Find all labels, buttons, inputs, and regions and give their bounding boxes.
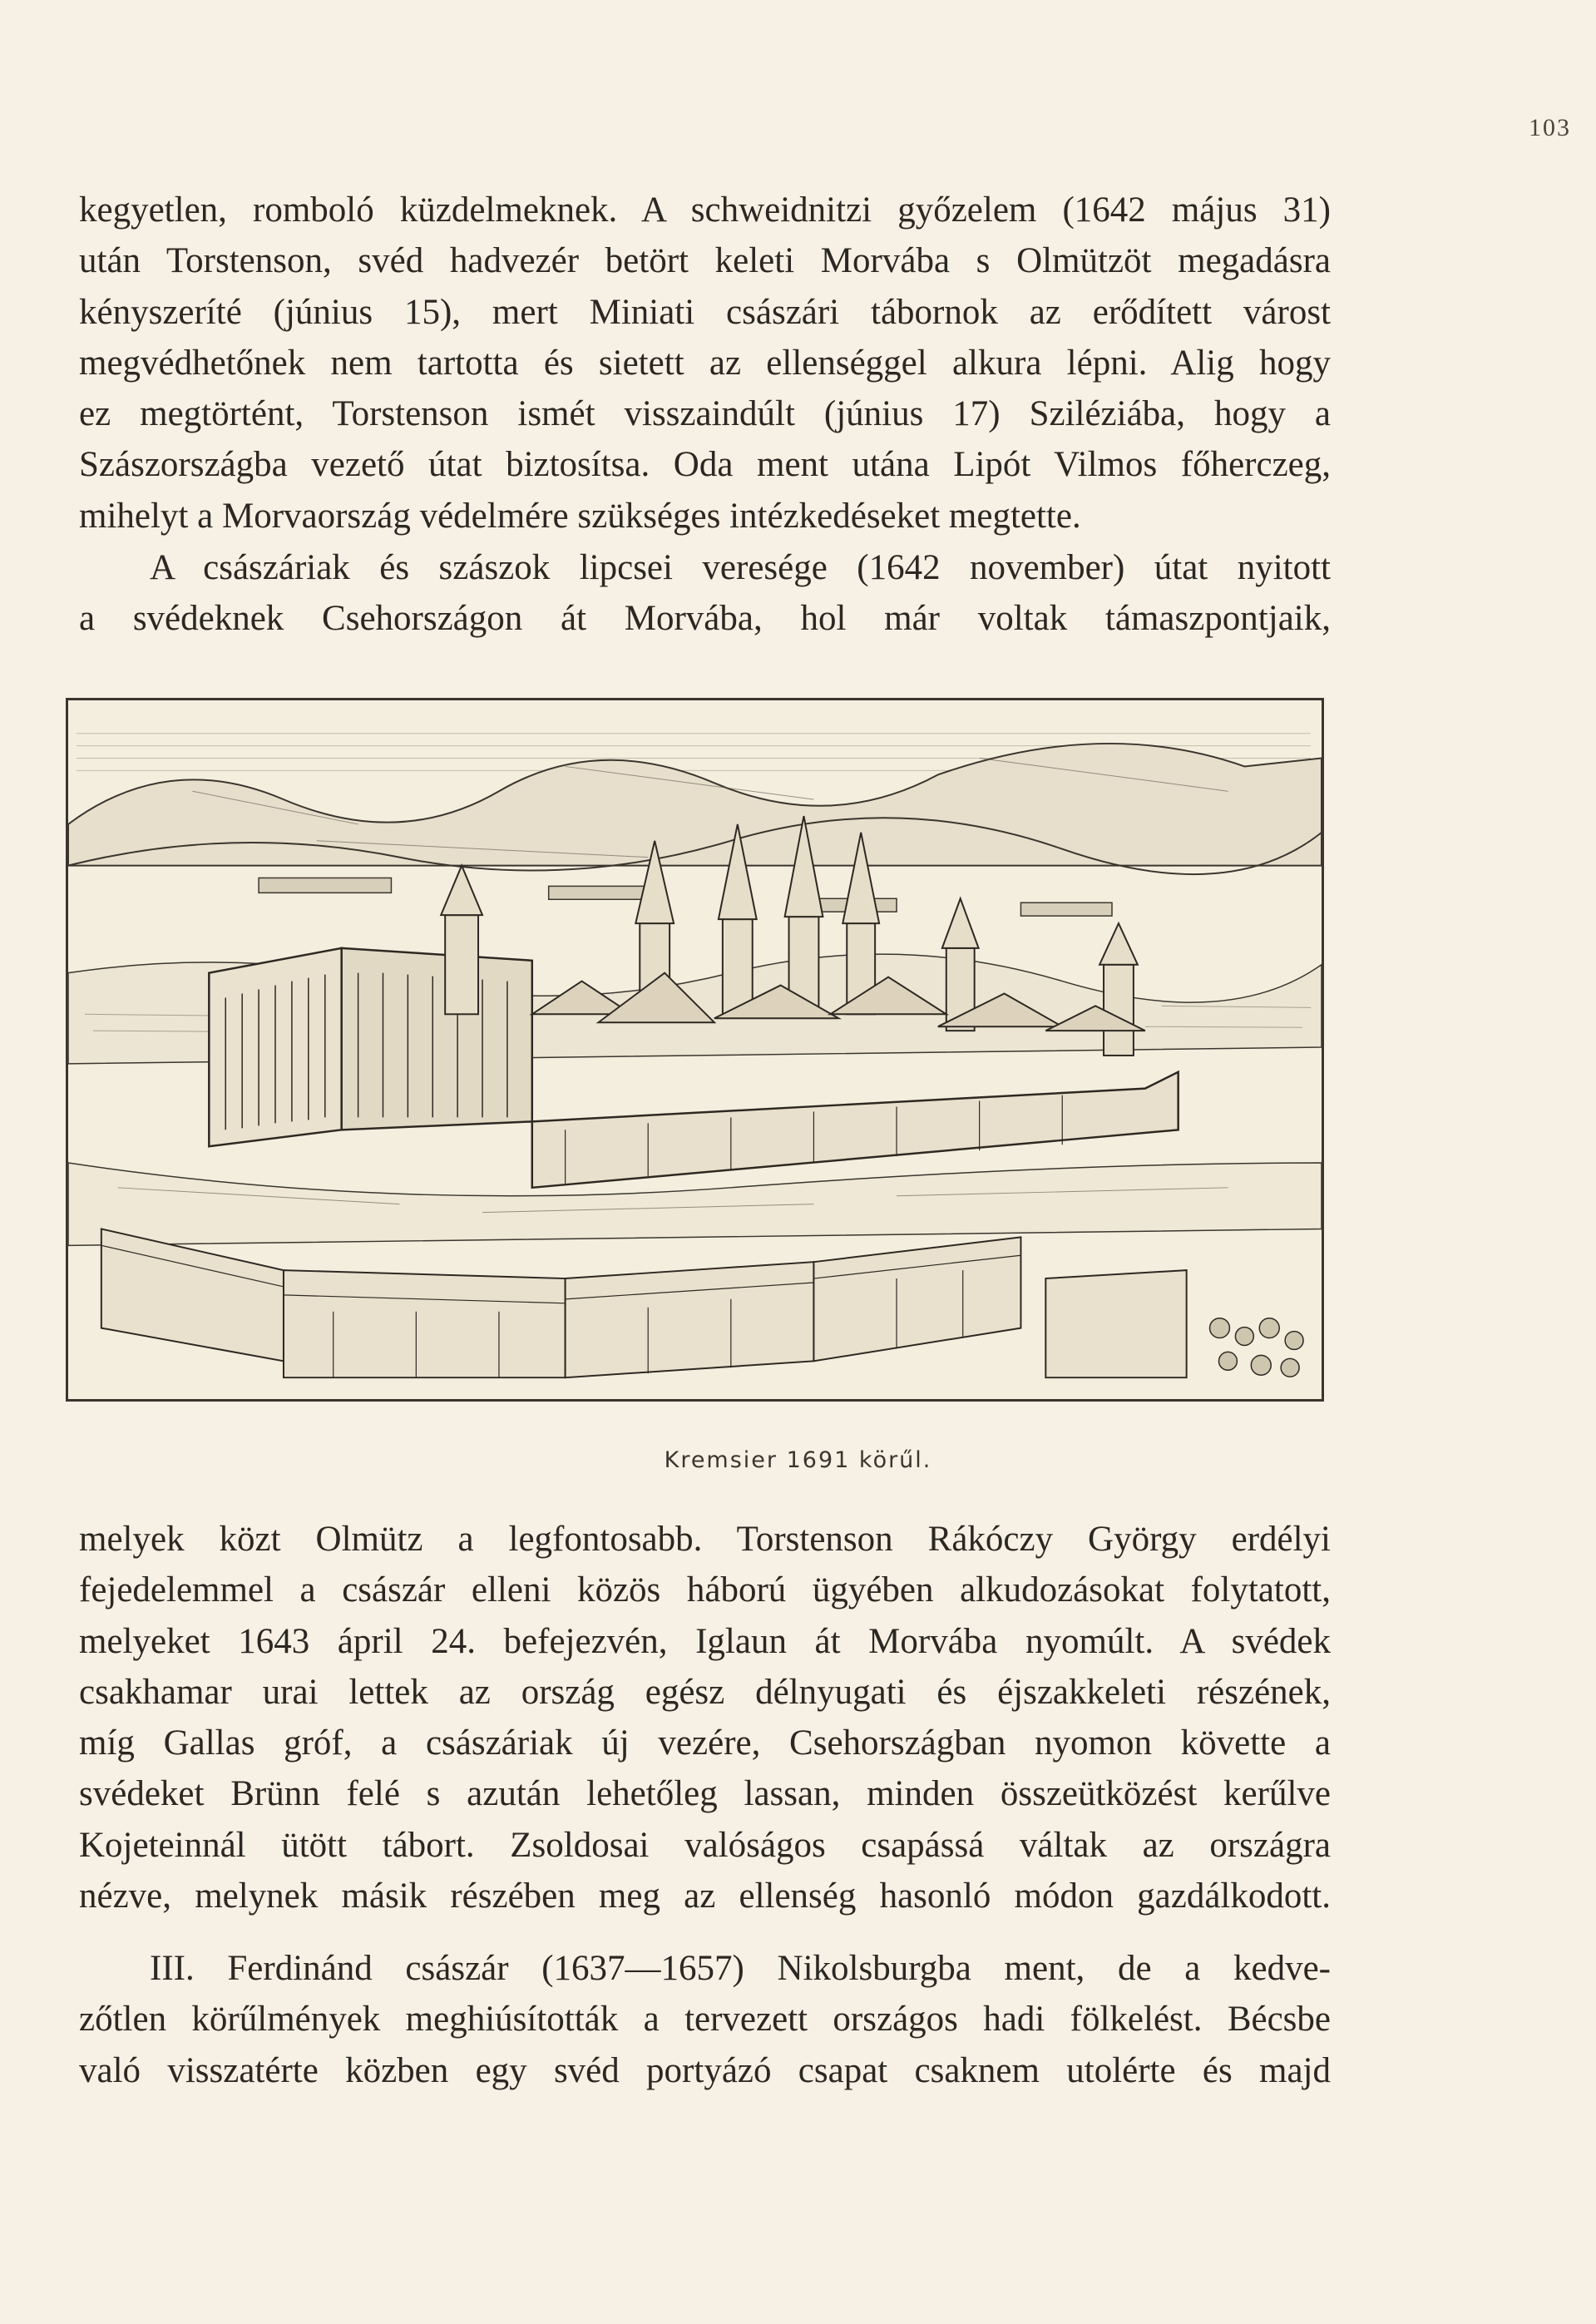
text-line: melyeket 1643 ápril 24. befejezvén, Iglaun át Morvába nyomúlt. A svédek (79, 1621, 1331, 1661)
text-line: A császáriak és szászok lipcsei veresége (1642 november) útat nyitott (150, 548, 1331, 587)
engraving-kremsier (66, 698, 1324, 1402)
text-line: megvédhetőnek nem tartotta és sietett az ellenséggel alkura lépni. Alig hogy (79, 343, 1331, 383)
text-line: zőtlen körűlmények meghiúsították a tervezett országos hadi fölkelést. Bécsbe (79, 2000, 1331, 2040)
text-line: kényszeríté (június 15), mert Miniati császári tábornok az erődített várost (79, 292, 1331, 332)
page-number: 103 (1529, 114, 1571, 141)
text-line: ez megtörtént, Torstenson ismét visszaindúlt (június 17) Sziléziába, hogy a (79, 394, 1331, 434)
paragraph-3 (79, 1514, 1331, 1921)
paragraph-1 (79, 185, 1331, 541)
text-line: III. Ferdinánd császár (1637—1657) Nikolsburgba ment, de a kedve- (150, 1949, 1331, 1988)
text-line: csakhamar urai lettek az ország egész délnyugati és éjszakkeleti részének, (79, 1672, 1331, 1712)
text-line: után Torstenson, svéd hadvezér betört keleti Morvába s Olmützöt megadásra (79, 241, 1331, 281)
text-line: való visszatérte közben egy svéd portyázó csapat csaknem utolérte és majd (79, 2050, 1331, 2090)
text-line: Szászországba vezető útat biztosítsa. Oda ment utána Lipót Vilmos főherczeg, (79, 445, 1331, 485)
figure-caption: Kremsier 1691 körűl. (664, 1447, 932, 1473)
paragraph-4 (79, 1943, 1331, 2096)
text-line: Kojeteinnál ütött tábort. Zsoldosai valóságos csapássá váltak az országra (79, 1825, 1331, 1865)
text-line: kegyetlen, romboló küzdelmeknek. A schweidnitzi győzelem (1642 május 31) (79, 190, 1331, 230)
text-line: svédeket Brünn felé s azután lehetőleg lassan, minden összeütközést kerűlve (79, 1774, 1331, 1814)
text-line: mihelyt a Morvaország védelmére szükséges intézkedéseket megtette. (79, 496, 1081, 536)
paragraph-2 (79, 542, 1331, 645)
text-line: fejedelemmel a császár elleni közös háború ügyében alkudozásokat folytatott, (79, 1570, 1331, 1610)
text-line: míg Gallas gróf, a császáriak új vezére, Csehországban nyomon követte a (79, 1723, 1331, 1763)
text-line: nézve, melynek másik részében meg az ellenség hasonló módon gazdálkodott. (79, 1877, 1331, 1916)
text-line: a svédeknek Csehországon át Morvába, hol már voltak támaszpontjaik, (79, 599, 1331, 639)
town-view-illustration (68, 700, 1322, 1399)
text-line: melyek közt Olmütz a legfontosabb. Torstenson Rákóczy György erdélyi (79, 1520, 1331, 1559)
